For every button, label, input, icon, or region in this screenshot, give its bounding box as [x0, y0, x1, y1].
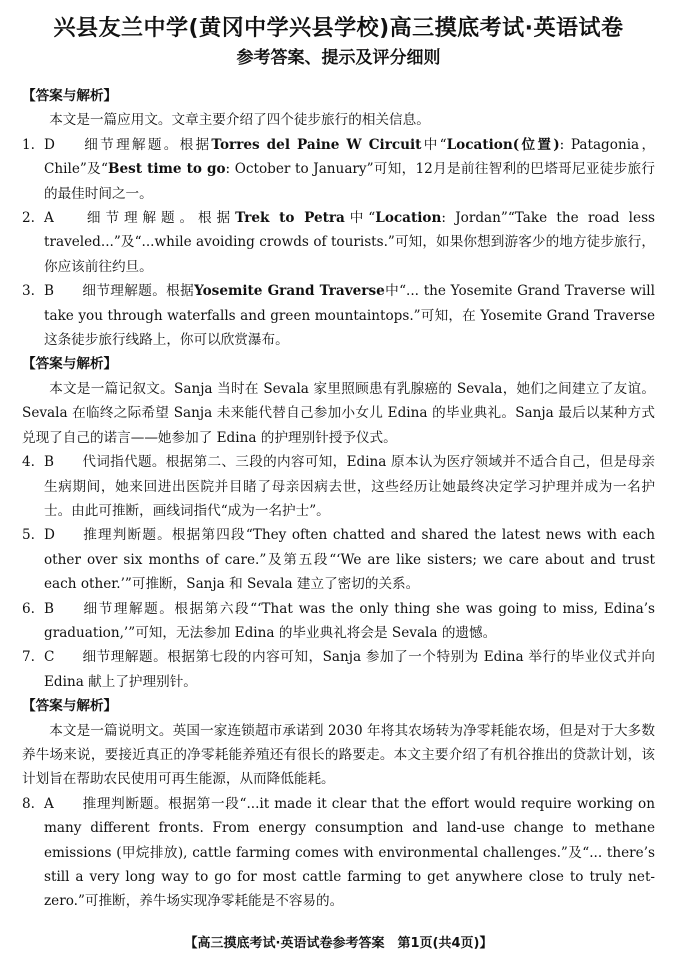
- page-title: 兴县友兰中学(黄冈中学兴县学校)高三摸底考试·英语试卷: [53, 16, 624, 41]
- question-explanation: [22, 279, 655, 352]
- explanation-bold: Yosemite Grand Traverse: [194, 283, 385, 300]
- explanation-text: 推理判断题。根据第四段“They often chatted and shared the latest news with each other over six months of care.”及第五段“‘We are like sisters; we care about and trust each other.’”可推断，Sanja 和 Sevala 建立了密切的关系。: [44, 527, 655, 593]
- question-explanation: [22, 645, 655, 694]
- page-footer: 【高三摸底考试·英语试卷参考答案 第1页(共4页)】: [184, 936, 493, 951]
- question-explanation: [22, 597, 655, 646]
- question-answer: C: [44, 649, 55, 666]
- explanation-text: 细节理解题。根据: [82, 136, 212, 153]
- section-intro: 本文是一篇说明文。英国一家连锁超市承诺到 2030 年将其农场转为净零耗能农场，但是对于大多数养牛场来说，要接近真正的净零耗能养殖还有很长的路要走。本文主要介绍了有机谷推出的贷款计划，该计划旨在帮助农民使用可再生能源，从而降低能耗。: [22, 722, 655, 788]
- question-answer: D: [44, 527, 55, 544]
- explanation-bold: Trek to Petra: [235, 210, 345, 227]
- question-answer: D: [44, 136, 55, 153]
- section-heading: 【答案与解析】: [22, 88, 118, 104]
- explanation-text: 中“: [344, 210, 376, 227]
- explanation-bold: Torres del Paine W Circuit: [211, 136, 422, 153]
- explanation-bold: Best time to go: [107, 161, 226, 178]
- question-explanation: [22, 450, 655, 523]
- section-intro: 本文是一篇记叙文。Sanja 当时在 Sevala 家里照顾患有乳腺癌的 Sevala，她们之间建立了友谊。Sevala 在临终之际希望 Sanja 未来能代替自己参加小女儿 Edina 的毕业典礼。Sanja 最后以某种方式兑现了自己的诺言——她参加了 Edina 的护理别针授予仪式。: [22, 380, 655, 446]
- question-answer: A: [44, 795, 54, 812]
- question-number: 1.: [22, 136, 35, 153]
- explanation-bold: Location: [375, 210, 442, 227]
- question-number: 7.: [22, 649, 35, 666]
- question-answer: B: [44, 454, 54, 471]
- explanation-text: 中“... the Yosemite Grand Traverse will take you through waterfalls and green mountaintops.”可知，在 Yosemite Grand Traverse 这条徒步旅行线路上，你可以欣赏瀑布。: [44, 283, 655, 349]
- section-intro: 本文是一篇应用文。文章主要介绍了四个徒步旅行的相关信息。: [49, 112, 430, 129]
- question-answer: B: [44, 600, 54, 617]
- explanation-bold: Location(位置): [446, 136, 560, 153]
- question-explanation: [22, 792, 655, 914]
- question-explanation: [22, 523, 655, 596]
- section-heading: 【答案与解析】: [22, 698, 118, 715]
- answer-sections: [22, 84, 655, 914]
- explanation-text: 细节理解题。根据第七段的内容可知，Sanja 参加了一个特别为 Edina 举行的毕业仪式并向 Edina 献上了护理别针。: [44, 649, 655, 690]
- question-answer: A: [44, 210, 54, 227]
- page-subtitle: 参考答案、提示及评分细则: [236, 48, 441, 68]
- question-number: 8.: [22, 795, 35, 812]
- question-number: 6.: [22, 600, 35, 617]
- question-number: 4.: [22, 454, 35, 471]
- question-explanation: [22, 206, 655, 279]
- question-number: 3.: [22, 283, 35, 300]
- explanation-text: 细节理解题。根据: [82, 283, 195, 300]
- explanation-text: 中“: [421, 136, 447, 153]
- explanation-text: : Jordan”“Take the road less traveled...”及“...while avoiding crowds of tourists.”可知，如果你想到游客少的地方徒步旅行，你应该前往约旦。: [44, 210, 656, 275]
- explanation-text: 代词指代题。根据第二、三段的内容可知，Edina 原本认为医疗领域并不适合自己，但是母亲生病期间，她来回进出医院并目睹了母亲因病去世，这些经历让她最终决定学习护理并成为一名护士。由此可推断，画线词指代“成为一名护士”。: [44, 454, 655, 519]
- explanation-text: 细节理解题。根据第六段“‘That was the only thing she was going to miss, Edina’s graduation,’”可知，无法参加 Edina 的毕业典礼将会是 Sevala 的遗憾。: [44, 600, 655, 641]
- explanation-text: : October to January”可知，12月是前往智利的巴塔哥尼亚徒步旅行的最佳时间之一。: [44, 161, 655, 202]
- question-number: 5.: [22, 527, 35, 544]
- explanation-text: : Patagonia，Chile”及“: [44, 136, 656, 178]
- section-heading: 【答案与解析】: [22, 356, 118, 373]
- question-explanation: [22, 133, 655, 206]
- question-number: 2.: [22, 210, 35, 227]
- question-answer: B: [44, 283, 54, 300]
- explanation-text: 推理判断题。根据第一段“...it made it clear that the effort would require working on many different fronts. From energy consumption and land-use change to methane emissions (甲烷排放), cattle farming comes with environmental challenges.”及“... there’s still a very long way to go for most cattle farming to get anywhere close to truly net-zero.”可推断，养牛场实现净零耗能是不容易的。: [44, 795, 655, 910]
- explanation-text: 细节理解题。根据: [82, 210, 236, 227]
